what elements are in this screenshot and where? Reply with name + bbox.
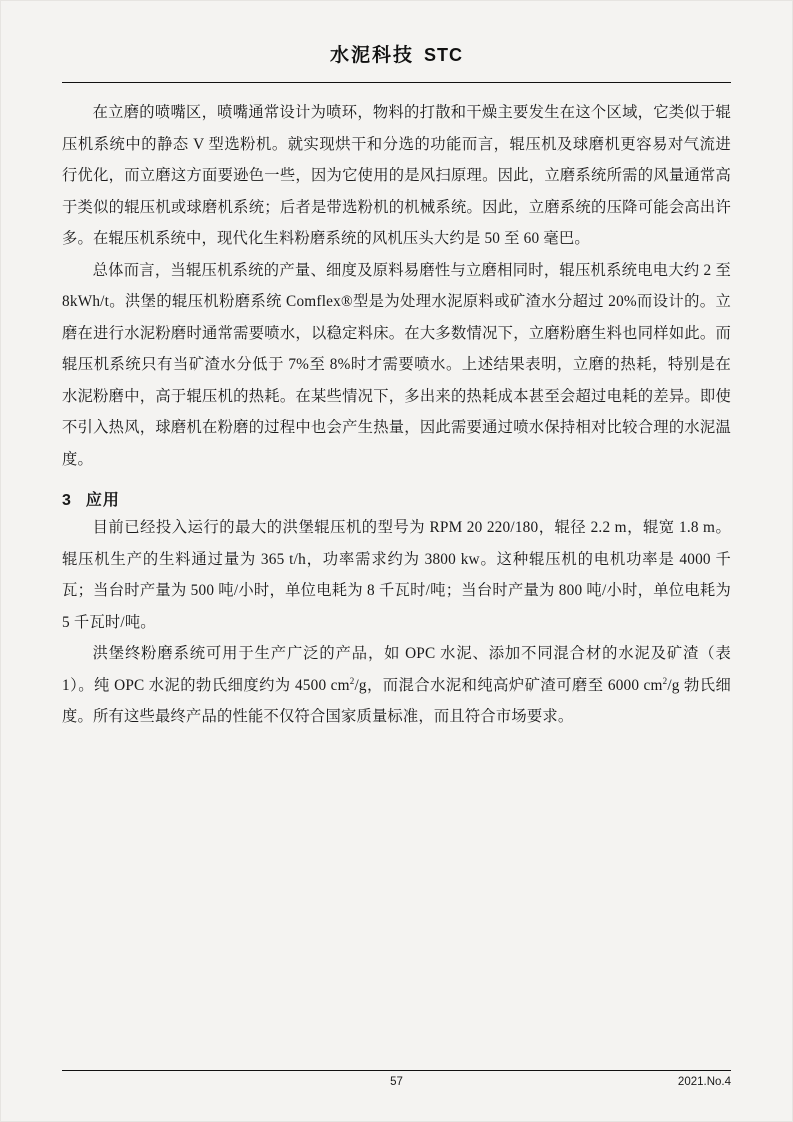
section-number: 3 — [62, 492, 72, 509]
section-paragraph-2 — [62, 638, 731, 733]
blaine-unit-exponent-1: 2 — [349, 675, 355, 686]
journal-title-cn: 水泥科技 — [329, 44, 414, 66]
section-paragraph-1: 目前已经投入运行的最大的洪堡辊压机的型号为 RPM 20 220/180，辊径 2.2 m，辊宽 1.8 m。辊压机生产的生料通过量为 365 t/h，功率需求约为 3800 kw。这种辊压机的电机功率是 4000 千瓦；当台时产量为 500 吨/小时，单位电耗为 8 千瓦时/吨；当台时产量为 800 吨/小时，单位电耗为 5 千瓦时/吨。 — [62, 519, 731, 631]
section-heading — [62, 487, 731, 510]
issue-label: 2021.No.4 — [677, 1076, 731, 1088]
blaine-unit-exponent-2: 2 — [662, 675, 668, 686]
section-paragraph-2-part1: 洪堡终粉磨系统可用于生产广泛的产品，如 OPC 水泥、添加不同混合材的水泥及矿渣（表 1）。纯 OPC 水泥的勃氏细度约为 4500 cm — [62, 645, 731, 694]
section-title: 应用 — [85, 490, 120, 509]
page-header — [62, 40, 731, 73]
body-paragraph-2: 总体而言，当辊压机系统的产量、细度及原料易磨性与立磨相同时，辊压机系统电电大约 2 至 8kWh/t。洪堡的辊压机粉磨系统 Comflex®型是为处理水泥原料或矿渣水分超过 20%而设计的。立磨在进行水泥粉磨时通常需要喷水，以稳定料床。在大多数情况下，立磨粉磨生料也同样如此。而辊压机系统只有当矿渣水分低于 7%至 8%时才需要喷水。上述结果表明，立磨的热耗，特别是在水泥粉磨中，高于辊压机的热耗。在某些情况下，多出来的热耗成本甚至会超过电耗的差异。即使不引入热风，球磨机在粉磨的过程中也会产生热量，因此需要通过喷水保持相对比较合理的水泥温度。 — [62, 261, 731, 468]
section-paragraph-2-part3: /g 勃氏细度。所有这些最终产品的性能不仅符合国家质量标准，而且符合市场要求。 — [62, 676, 731, 725]
journal-title-latin: STC — [424, 45, 463, 65]
page-content — [62, 40, 731, 1094]
page-footer — [62, 1070, 731, 1094]
page-whitespace — [62, 733, 731, 853]
section-paragraph-2-part2: /g，而混合水泥和纯高炉矿渣可磨至 6000 cm — [354, 676, 663, 694]
header-divider — [62, 82, 731, 83]
body-paragraph-1: 在立磨的喷嘴区，喷嘴通常设计为喷环，物料的打散和干燥主要发生在这个区域，它类似于辊压机系统中的静态 V 型选粉机。就实现烘干和分选的功能而言，辊压机及球磨机更容易对气流进行优化，而立磨这方面要逊色一些，因为它使用的是风扫原理。因此，立磨系统所需的风量通常高于类似的辊压机或球磨机系统；后者是带选粉机的机械系统。因此，立磨系统的压降可能会高出许多。在辊压机系统中，现代化生料粉磨系统的风机压头大约是 50 至 60 毫巴。 — [62, 104, 731, 247]
page-number: 57 — [390, 1076, 403, 1088]
journal-title — [62, 40, 731, 67]
footer-divider — [62, 1070, 731, 1071]
